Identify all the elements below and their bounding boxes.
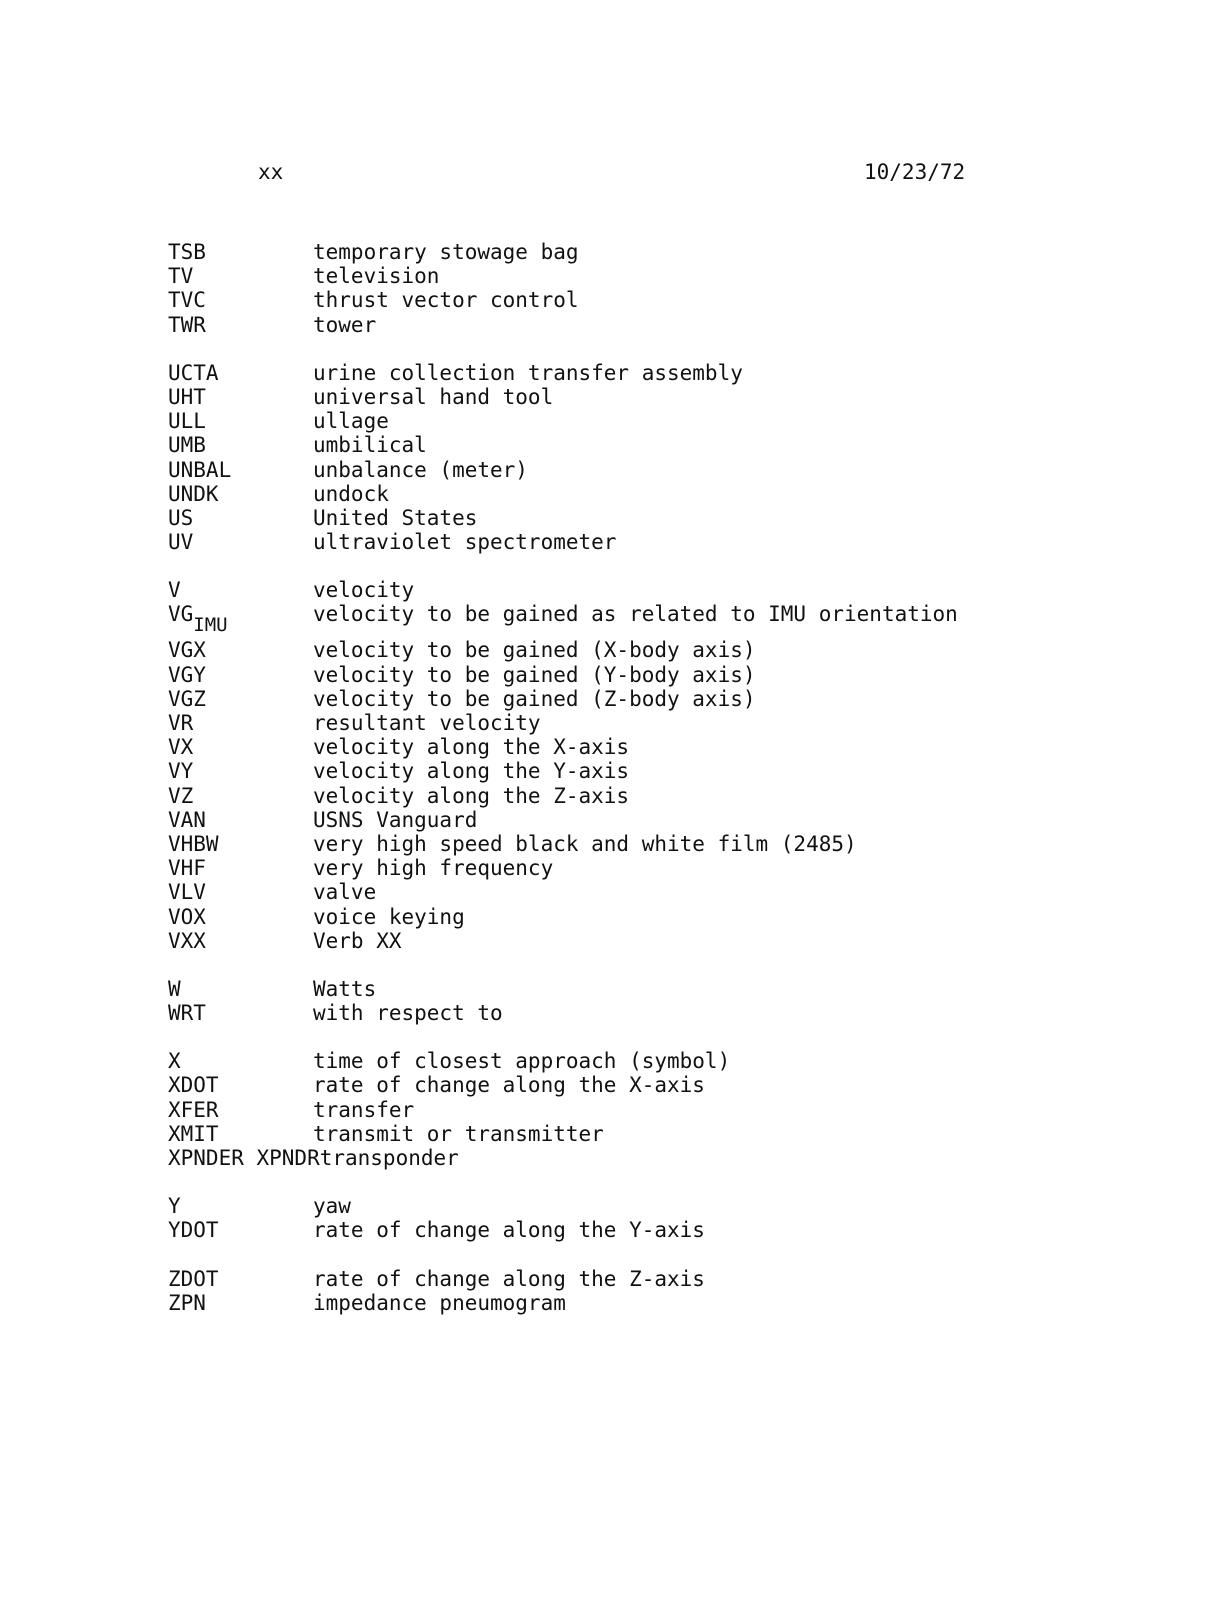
abbreviation [168, 808, 313, 832]
definition: transponder [319, 1146, 459, 1170]
definition: temporary stowage bag [313, 240, 579, 264]
glossary-entry [168, 977, 958, 1001]
abbreviation-text: VOX [168, 904, 206, 929]
abbreviation [168, 288, 313, 312]
glossary-entry [168, 288, 958, 312]
glossary-entry [168, 1194, 958, 1218]
document-date: 10/23/72 [864, 160, 966, 184]
glossary-entry [168, 602, 958, 638]
abbreviation [168, 506, 313, 530]
glossary-entry [168, 711, 958, 735]
abbreviation [168, 784, 313, 808]
abbreviation [168, 578, 313, 602]
abbreviation [168, 1098, 313, 1122]
glossary-entry [168, 663, 958, 687]
abbreviation [168, 638, 313, 662]
definition: Verb XX [313, 928, 402, 953]
glossary-entry [168, 832, 958, 856]
abbreviation [168, 1001, 313, 1025]
definition: tower [313, 312, 377, 337]
glossary-entry [168, 759, 958, 783]
abbreviation-text: W [168, 976, 181, 1001]
page-header [0, 160, 1216, 190]
abbreviation-text: ULL [168, 409, 206, 434]
definition: urine collection transfer assembly [313, 360, 743, 385]
glossary-group [168, 578, 958, 953]
abbreviation [168, 929, 313, 953]
abbreviation-text: VGZ [168, 686, 206, 711]
definition: very high speed black and white film (2485) [313, 831, 857, 856]
glossary-entry [168, 856, 958, 880]
abbreviation [168, 1146, 320, 1170]
abbreviation-text: XMIT [168, 1121, 219, 1146]
abbreviation-subscript: IMU [193, 614, 228, 637]
abbreviation-text: VG [168, 602, 194, 627]
glossary-entry [168, 784, 958, 808]
glossary-entry [168, 1267, 958, 1291]
glossary-entry [168, 808, 958, 832]
definition: undock [313, 481, 389, 506]
abbreviation [168, 264, 313, 288]
abbreviation [168, 856, 313, 880]
abbreviation-text: VZ [168, 783, 194, 808]
abbreviation-text: UNBAL [168, 457, 232, 482]
abbreviation [168, 458, 313, 482]
definition: United States [313, 505, 478, 530]
glossary-entry [168, 638, 958, 662]
definition: velocity to be gained as related to IMU orientation [313, 602, 958, 627]
definition: velocity along the Z-axis [313, 783, 630, 808]
definition: valve [313, 880, 377, 905]
abbreviation-text: TWR [168, 312, 206, 337]
abbreviation-text: ZPN [168, 1290, 206, 1315]
definition: very high frequency [313, 856, 554, 881]
abbreviation-text: VY [168, 759, 194, 784]
abbreviation-text: TVC [168, 288, 206, 313]
glossary-entry [168, 735, 958, 759]
glossary-group [168, 1267, 958, 1315]
definition: rate of change along the Y-axis [313, 1218, 705, 1243]
glossary-entry [168, 929, 958, 953]
abbreviation-text: UMB [168, 433, 206, 458]
abbreviation-text: X [168, 1049, 181, 1074]
abbreviation-text: Y [168, 1194, 181, 1219]
abbreviation [168, 880, 313, 904]
abbreviation [168, 530, 313, 554]
abbreviation [168, 240, 313, 264]
abbreviation-text: VGX [168, 638, 206, 663]
abbreviation [168, 385, 313, 409]
definition: Watts [313, 976, 377, 1001]
glossary-entry [168, 361, 958, 385]
definition: velocity [313, 578, 415, 603]
abbreviation-text: VLV [168, 880, 206, 905]
definition: velocity to be gained (Z-body axis) [313, 686, 756, 711]
abbreviation [168, 1049, 313, 1073]
abbreviation-text: VXX [168, 928, 206, 953]
glossary-entry [168, 385, 958, 409]
abbreviation-text: VHBW [168, 831, 219, 856]
definition: velocity to be gained (Y-body axis) [313, 662, 756, 687]
abbreviation [168, 735, 313, 759]
glossary-entry [168, 240, 958, 264]
abbreviation [168, 1073, 313, 1097]
abbreviation [168, 1267, 313, 1291]
definition: impedance pneumogram [313, 1290, 566, 1315]
abbreviation-text: US [168, 505, 194, 530]
abbreviation-text: YDOT [168, 1218, 219, 1243]
definition: thrust vector control [313, 288, 579, 313]
abbreviation-text: VX [168, 735, 194, 760]
glossary-entry [168, 1122, 958, 1146]
abbreviation [168, 832, 313, 856]
glossary-group [168, 1049, 958, 1170]
definition: universal hand tool [313, 384, 554, 409]
glossary-entry [168, 880, 958, 904]
abbreviation-glossary [168, 240, 958, 1339]
definition: time of closest approach (symbol) [313, 1049, 731, 1074]
abbreviation [168, 905, 313, 929]
definition: rate of change along the X-axis [313, 1073, 705, 1098]
abbreviation [168, 1218, 313, 1242]
abbreviation-text: TSB [168, 240, 206, 264]
abbreviation-text: WRT [168, 1001, 206, 1026]
abbreviation-text: XDOT [168, 1073, 219, 1098]
glossary-group [168, 1194, 958, 1242]
glossary-entry [168, 1049, 958, 1073]
abbreviation [168, 1291, 313, 1315]
definition: voice keying [313, 904, 465, 929]
glossary-entry [168, 482, 958, 506]
abbreviation-text: XFER [168, 1097, 219, 1122]
glossary-entry [168, 1098, 958, 1122]
abbreviation-text: VGY [168, 662, 206, 687]
glossary-entry [168, 1218, 958, 1242]
abbreviation [168, 663, 313, 687]
definition: unbalance (meter) [313, 457, 528, 482]
glossary-group [168, 361, 958, 555]
definition: yaw [313, 1194, 351, 1219]
glossary-entry [168, 506, 958, 530]
abbreviation [168, 433, 313, 457]
definition: rate of change along the Z-axis [313, 1266, 705, 1291]
glossary-entry [168, 409, 958, 433]
abbreviation-text: ZDOT [168, 1266, 219, 1291]
glossary-entry [168, 687, 958, 711]
abbreviation-text: VAN [168, 807, 206, 832]
definition: velocity along the X-axis [313, 735, 630, 760]
abbreviation-text: XPNDER XPNDR [168, 1146, 320, 1170]
glossary-entry [168, 313, 958, 337]
abbreviation [168, 977, 313, 1001]
abbreviation-text: VR [168, 711, 194, 735]
definition: USNS Vanguard [313, 807, 478, 832]
glossary-entry [168, 578, 958, 602]
abbreviation-text: TV [168, 264, 194, 289]
definition: umbilical [313, 433, 427, 458]
abbreviation [168, 409, 313, 433]
page-number: xx [258, 160, 284, 184]
abbreviation [168, 482, 313, 506]
glossary-entry [168, 530, 958, 554]
glossary-entry [168, 433, 958, 457]
glossary-entry [168, 1291, 958, 1315]
definition: ultraviolet spectrometer [313, 530, 617, 555]
abbreviation [168, 759, 313, 783]
definition: with respect to [313, 1001, 503, 1026]
abbreviation [168, 313, 313, 337]
abbreviation [168, 1122, 313, 1146]
abbreviation-text: UCTA [168, 360, 219, 385]
abbreviation [168, 711, 313, 735]
definition: velocity along the Y-axis [313, 759, 630, 784]
glossary-group [168, 977, 958, 1025]
abbreviation [168, 1194, 313, 1218]
glossary-entry [168, 905, 958, 929]
definition: transfer [313, 1097, 415, 1122]
definition: television [313, 264, 440, 289]
abbreviation [168, 687, 313, 711]
glossary-entry [168, 1146, 958, 1170]
definition: velocity to be gained (X-body axis) [313, 638, 756, 663]
abbreviation [168, 602, 313, 638]
abbreviation [168, 361, 313, 385]
abbreviation-text: VHF [168, 856, 206, 881]
glossary-entry [168, 1001, 958, 1025]
definition: resultant velocity [313, 711, 541, 735]
abbreviation-text: UNDK [168, 481, 219, 506]
glossary-entry [168, 264, 958, 288]
definition: transmit or transmitter [313, 1121, 604, 1146]
abbreviation-text: UHT [168, 384, 206, 409]
abbreviation-text: UV [168, 530, 194, 555]
glossary-group [168, 240, 958, 337]
glossary-entry [168, 458, 958, 482]
glossary-entry [168, 1073, 958, 1097]
definition: ullage [313, 409, 389, 434]
abbreviation-text: V [168, 578, 181, 603]
